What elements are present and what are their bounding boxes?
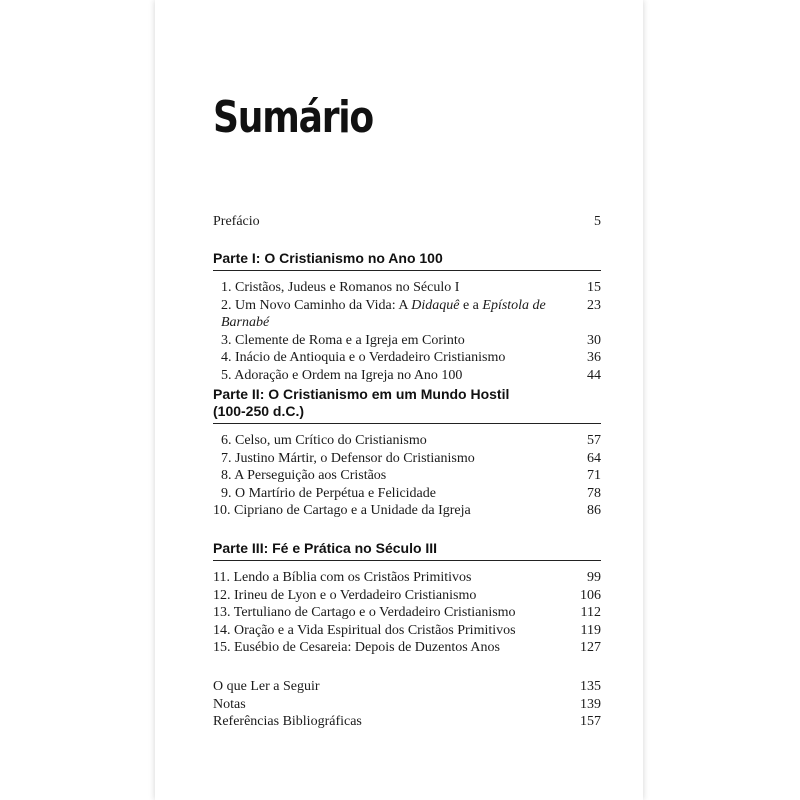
toc-label: 3. Clemente de Roma e a Igreja em Corinto	[221, 332, 465, 348]
toc-page: 30	[587, 332, 601, 348]
part-2-section	[213, 386, 601, 520]
toc-page: 86	[587, 503, 601, 518]
toc-label: Prefácio	[213, 214, 260, 229]
toc-label: O que Ler a Seguir	[213, 679, 320, 694]
toc-label: 7. Justino Mártir, o Defensor do Cristianismo	[221, 450, 475, 466]
toc-page: 99	[587, 570, 601, 585]
toc-entry	[213, 587, 601, 605]
toc-entry	[213, 569, 601, 587]
toc-page: 157	[580, 714, 601, 729]
toc-page: 23	[587, 297, 601, 313]
toc-label: 6. Celso, um Crítico do Cristianismo	[221, 433, 427, 448]
toc-label: 4. Inácio de Antioquia e o Verdadeiro Cristianismo	[221, 350, 506, 365]
preface-entry	[213, 213, 601, 231]
toc-label: 8. A Perseguição aos Cristãos	[221, 468, 387, 483]
toc-page: 64	[587, 450, 601, 466]
toc-page: 106	[580, 587, 601, 603]
toc-page: 57	[587, 433, 601, 448]
toc-entry	[213, 432, 601, 450]
toc-page: 36	[587, 350, 601, 365]
toc-page: 5	[594, 214, 601, 229]
toc-entry	[213, 502, 601, 520]
toc-page: 78	[587, 485, 601, 501]
toc-label: 15. Eusébio de Cesareia: Depois de Duzentos Anos	[213, 640, 500, 655]
book-page	[155, 0, 643, 800]
toc-page: 139	[580, 696, 601, 712]
toc-label: 5. Adoração e Ordem na Igreja no Ano 100	[221, 367, 463, 383]
toc-page: 119	[580, 622, 601, 638]
back-matter	[213, 678, 601, 731]
toc-label: 2. Um Novo Caminho da Vida: A Didaquê e a Epístola de Barnabé	[221, 297, 546, 330]
toc-entry	[213, 639, 601, 657]
toc-page: 112	[580, 605, 601, 620]
toc-entry	[213, 367, 601, 385]
toc-page: 15	[587, 280, 601, 295]
toc-label: 13. Tertuliano de Cartago e o Verdadeiro Cristianismo	[213, 605, 516, 620]
toc-entry	[213, 713, 601, 731]
toc-label: 14. Oração e a Vida Espiritual dos Cristãos Primitivos	[213, 622, 516, 638]
toc-page: 127	[580, 640, 601, 655]
part-heading: Parte III: Fé e Prática no Século III	[213, 540, 601, 561]
toc-entry	[213, 450, 601, 468]
toc-entry	[213, 332, 601, 350]
toc-entry	[213, 279, 601, 297]
toc-entry	[213, 485, 601, 503]
toc-entry	[213, 467, 601, 485]
part-heading-line: (100-250 d.C.)	[213, 403, 305, 419]
part-heading	[213, 386, 601, 424]
toc-label: Referências Bibliográficas	[213, 714, 362, 729]
part-heading-line: Parte II: O Cristianismo em um Mundo Hostil	[213, 386, 510, 402]
toc-page: 44	[587, 367, 601, 383]
toc-entry	[213, 696, 601, 714]
toc-entry	[213, 604, 601, 622]
part-1-section	[213, 250, 601, 384]
toc-entry	[213, 297, 601, 332]
title-didaque: Didaquê	[411, 297, 460, 313]
part-heading: Parte I: O Cristianismo no Ano 100	[213, 250, 601, 271]
title-epistola: Epístola de Barnabé	[221, 297, 546, 330]
part-3-section	[213, 540, 601, 657]
toc-entry	[213, 678, 601, 696]
toc-label: 9. O Martírio de Perpétua e Felicidade	[221, 485, 436, 501]
toc-page: 71	[587, 468, 601, 483]
toc-label: 10. Cipriano de Cartago e a Unidade da Igreja	[213, 503, 471, 518]
toc-label: 12. Irineu de Lyon e o Verdadeiro Cristianismo	[213, 587, 477, 603]
toc-entry	[213, 349, 601, 367]
toc-page: 135	[580, 679, 601, 694]
toc-label: 11. Lendo a Bíblia com os Cristãos Primitivos	[213, 570, 472, 585]
toc-label: Notas	[213, 696, 246, 712]
page-title: Sumário	[213, 92, 373, 143]
toc-entry	[213, 622, 601, 640]
toc-label: 1. Cristãos, Judeus e Romanos no Século I	[221, 280, 460, 295]
